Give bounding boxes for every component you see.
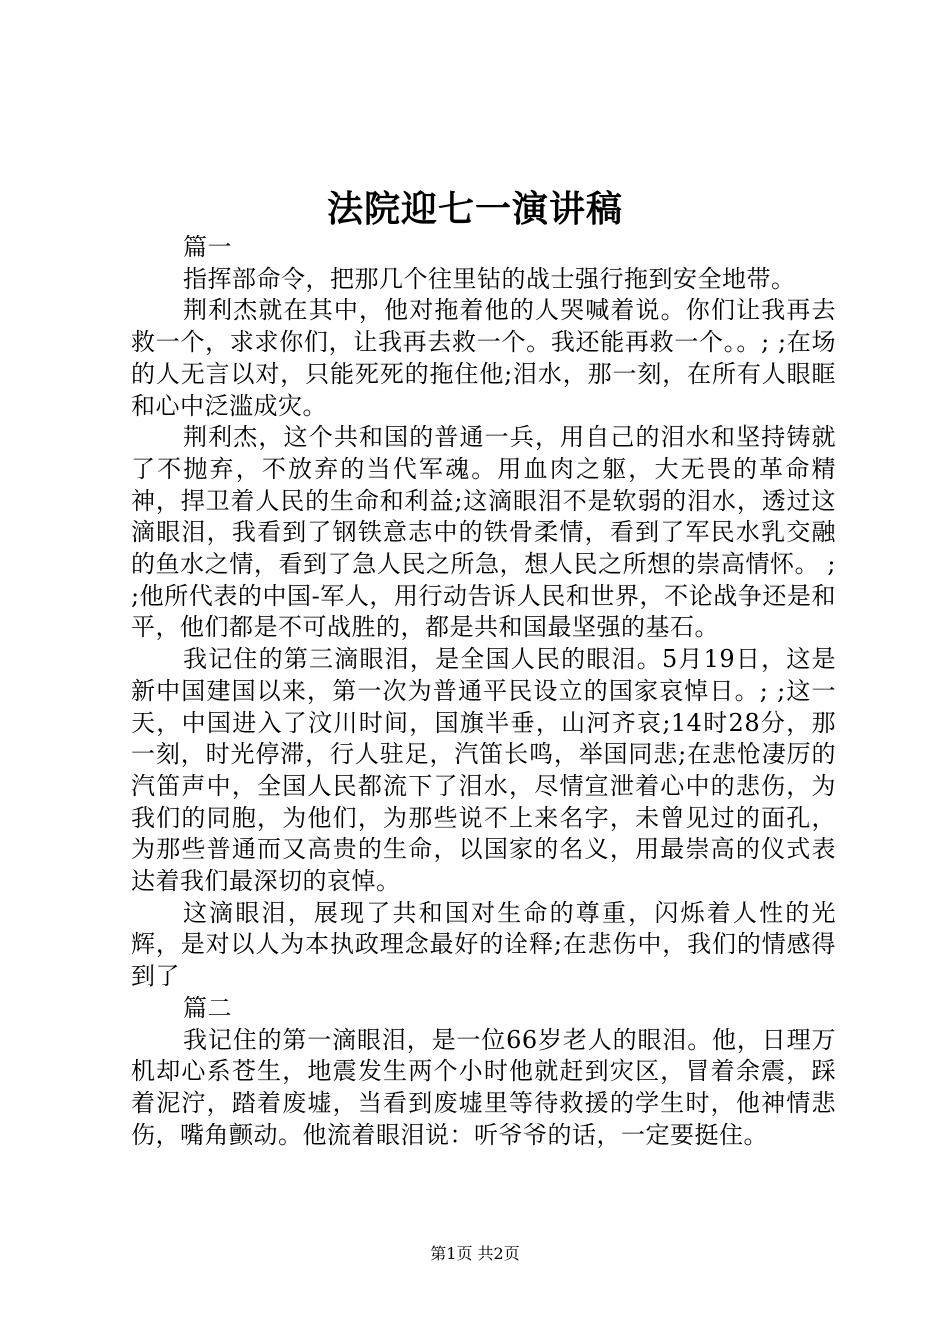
- page-footer: 第1页 共2页: [430, 1244, 520, 1263]
- paragraph: 这滴眼泪，展现了共和国对生命的尊重，闪烁着人性的光辉，是对以人为本执政理念最好的诠释;在悲伤中，我们的情感得到了: [131, 898, 836, 991]
- section-heading-2: 篇二: [183, 993, 232, 1022]
- paragraph: 荆利杰就在其中，他对拖着他的人哭喊着说。你们让我再去救一个，求求你们，让我再去救一个。我还能再救一个。。; ;在场的人无言以对，只能死死的拖住他;泪水，那一刻，在所有人眼眶和心中泛滥成灾。: [131, 296, 836, 420]
- paragraph: 荆利杰，这个共和国的普通一兵，用自己的泪水和坚持铸就了不抛弃，不放弃的当代军魂。用血肉之躯，大无畏的革命精神，捍卫着人民的生命和利益;这滴眼泪不是软弱的泪水，透过这滴眼泪，我看到了钢铁意志中的铁骨柔情，看到了军民水乳交融的鱼水之情，看到了急人民之所急，想人民之所想的崇高情怀。 ; ;他所代表的中国-军人，用行动告诉人民和世界，不论战争还是和平，他们都是不可战胜的，都是共和国最坚强的基石。: [131, 423, 836, 642]
- section-heading-1: 篇一: [183, 233, 232, 261]
- paragraph: 我记住的第三滴眼泪，是全国人民的眼泪。5月19日，这是新中国建国以来，第一次为普通平民设立的国家哀悼日。; ;这一天，中国进入了汶川时间，国旗半垂，山河齐哀;14时28分，那一刻，时光停滞，行人驻足，汽笛长鸣，举国同悲;在悲怆凄厉的汽笛声中，全国人民都流下了泪水，尽情宣泄着心中的悲伤，为我们的同胞，为他们，为那些说不上来名字，未曾见过的面孔，为那些普通而又高贵的生命，以国家的名义，用最崇高的仪式表达着我们最深切的哀悼。: [131, 645, 836, 896]
- paragraph: 我记住的第一滴眼泪，是一位66岁老人的眼泪。他，日理万机却心系苍生，地震发生两个小时他就赶到灾区，冒着余震，踩着泥泞，踏着废墟，当看到废墟里等待救援的学生时，他神情悲伤，嘴角颤动。他流着眼泪说：听爷爷的话，一定要挺住。: [131, 1025, 836, 1149]
- paragraph: 指挥部命令，把那几个往里钻的战士强行拖到安全地带。: [183, 264, 796, 293]
- document-title: 法院迎七一演讲稿: [326, 188, 623, 230]
- document-body: [131, 232, 836, 1151]
